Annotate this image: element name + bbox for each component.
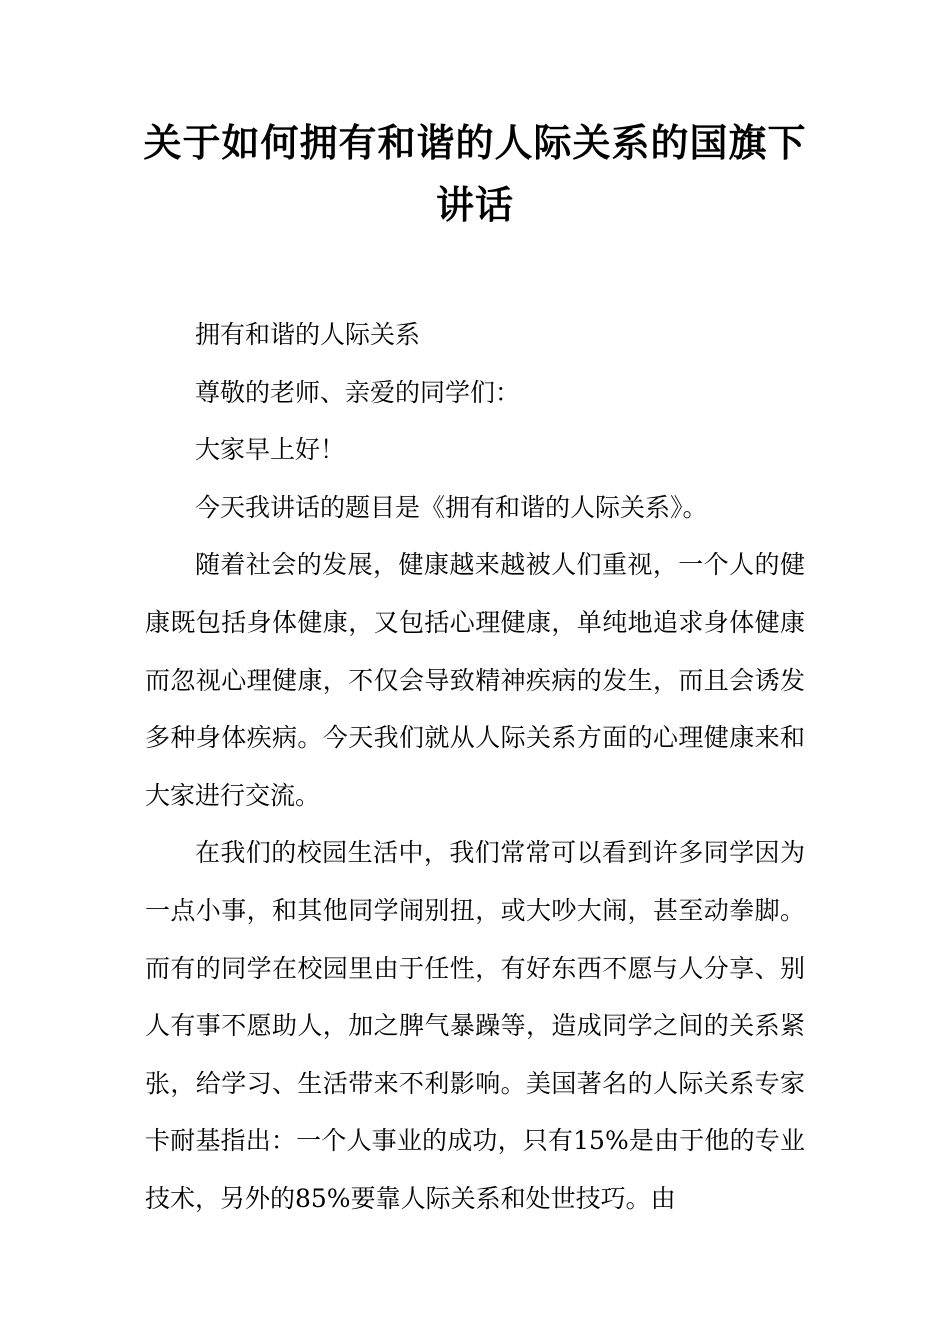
document-body bbox=[145, 306, 805, 1228]
document-title: 关于如何拥有和谐的人际关系的国旗下讲话 bbox=[143, 121, 807, 227]
paragraph-subtitle: 拥有和谐的人际关系 bbox=[195, 320, 421, 349]
paragraph-body: 随着社会的发展，健康越来越被人们重视，一个人的健康既包括身体健康，又包括心理健康，单纯地追求身体健康而忽视心理健康，不仅会导致精神疾病的发生，而且会诱发多种身体疾病。今天我们就从人际关系方面的心理健康来和大家进行交流。 bbox=[145, 550, 805, 810]
paragraph-body: 在我们的校园生活中，我们常常可以看到许多同学因为一点小事，和其他同学闹别扭，或大吵大闹，甚至动拳脚。而有的同学在校园里由于任性，有好东西不愿与人分享、别人有事不愿助人，加之脾气暴躁等，造成同学之间的关系紧张，给学习、生活带来不利影响。美国著名的人际关系专家卡耐基指出：一个人事业的成功，只有15%是由于他的专业技术，另外的85%要靠人际关系和处世技巧。由 bbox=[145, 838, 805, 1213]
paragraph-greeting: 大家早上好！ bbox=[195, 435, 346, 465]
paragraph-salutation: 尊敬的老师、亲爱的同学们： bbox=[195, 377, 521, 407]
paragraph-topic: 今天我讲话的题目是《拥有和谐的人际关系》。 bbox=[195, 492, 708, 522]
